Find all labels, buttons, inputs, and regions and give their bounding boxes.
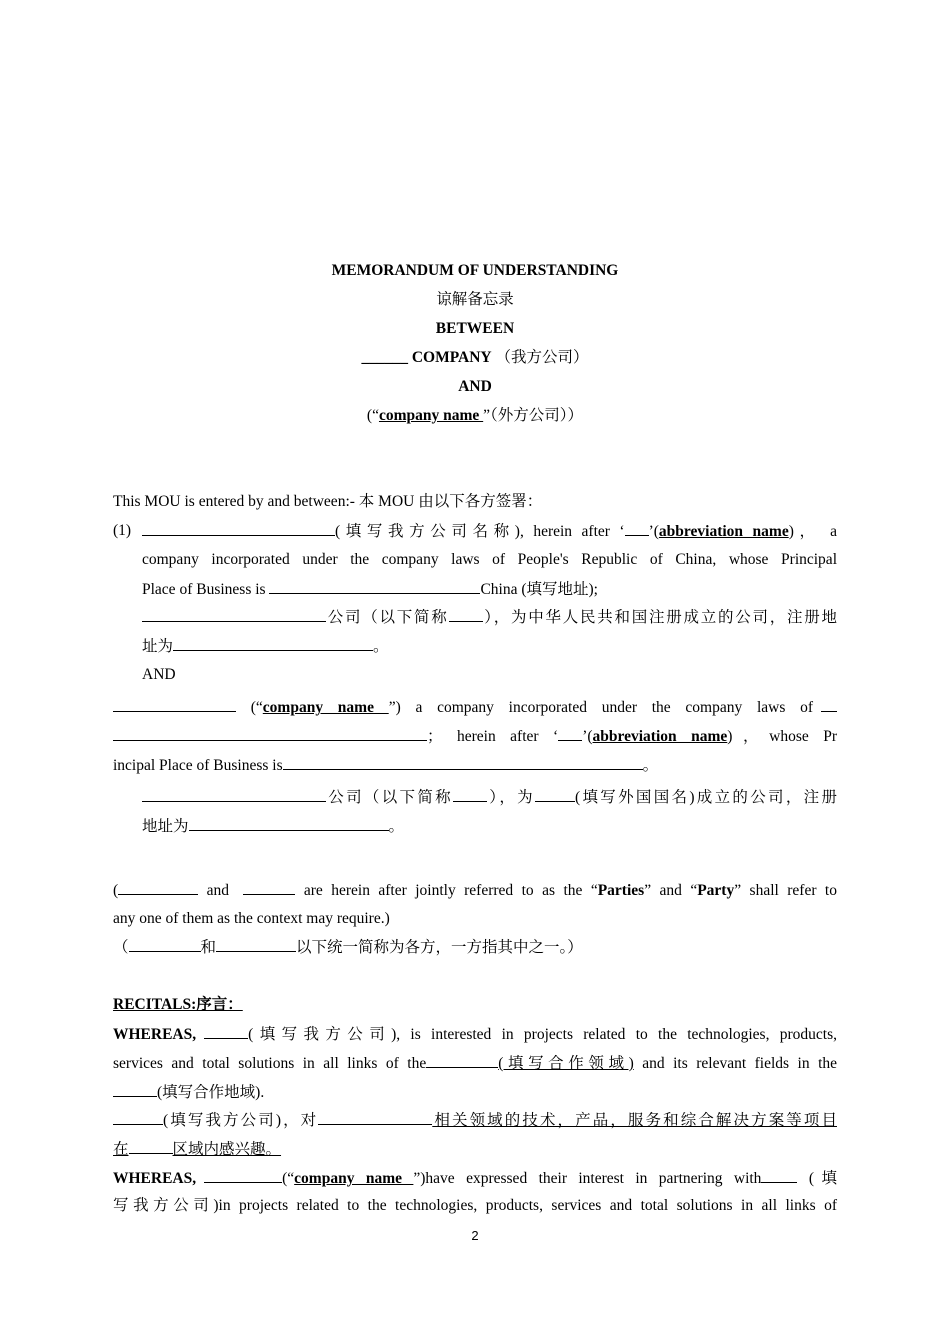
blank-field [318, 1110, 432, 1125]
blank-field [269, 579, 480, 594]
intro-text: This MOU is entered by and between:- 本 MOU 由以下各方签署： [113, 493, 543, 510]
blank-field [113, 697, 236, 712]
parties-line1: ( and are herein after jointly referred to as the “Parties” and “Party” shall refer to [113, 882, 837, 899]
recital-cn-line1: (填写我方公司)，对 相关领域的技术，产品，服务和综合解决方案等项目 [113, 1110, 837, 1131]
blank-field [142, 787, 326, 802]
our-company-cn: （我方公司） [495, 349, 589, 366]
whereas1-line3: (填写合作地域). [113, 1082, 264, 1103]
company-name-label: company name [262, 699, 389, 716]
recitals-heading: RECITALS:序言： [113, 996, 243, 1013]
title-our-company [0, 348, 950, 368]
blank-field [535, 787, 575, 802]
title-foreign-company: (“company name ”（外方公司）） [366, 407, 584, 424]
party2-line2: ； herein after ‘ ’(abbreviation name)，whose Pr [113, 726, 837, 747]
whereas1-line2: services and total solutions in all links of the (填写合作领域) and its relevant fields in the [113, 1055, 838, 1072]
blank-field [426, 1053, 498, 1068]
parties-line3: （ 和 以下统一简称为各方，一方指其中之一。） [113, 939, 583, 956]
blank-field [821, 697, 837, 712]
party1-line2: company incorporated under the company laws of People's Republic of China, whose Principal [142, 551, 837, 568]
party-and: AND [142, 666, 176, 683]
blank-field [113, 726, 427, 741]
blank-field [625, 521, 649, 536]
blank-field [113, 1082, 157, 1097]
blank-field [142, 521, 335, 536]
parties-line2: any one of them as the context may require.) [113, 910, 390, 927]
whereas2-line1: WHEREAS, (“company name ”)have expressed their interest in partnering with (填 [113, 1170, 837, 1187]
whereas2-line2: 写我方公司)in projects related to the technologies, products, services and total solutions in all links of [113, 1197, 837, 1214]
title-between: BETWEEN [435, 320, 515, 337]
party1-line5: 址为 。 [142, 638, 389, 655]
abbreviation-label: abbreviation name [592, 728, 728, 745]
doc-title-cn: 谅解备忘录 [436, 291, 514, 308]
party1-line3: Place of Business is China (填写地址); [142, 581, 598, 598]
company-name-label: company name [294, 1170, 414, 1187]
blank-field [129, 937, 201, 952]
blank-field [204, 1024, 248, 1039]
whereas-label: WHEREAS, [113, 1026, 197, 1043]
whereas-label: WHEREAS, [113, 1170, 197, 1187]
blank-field [189, 816, 389, 831]
party2-line5: 地址为 。 [142, 818, 405, 835]
party1-line4: 公司（以下简称 ），为中华人民共和国注册成立的公司，注册地 [142, 607, 837, 628]
abbreviation-label: abbreviation name [658, 523, 789, 540]
recital-cn-line2: 在 区域内感兴趣。 [113, 1141, 282, 1158]
blank-field [558, 726, 582, 741]
blank-field [204, 1168, 282, 1183]
blank-field [118, 880, 198, 895]
foreign-company-name: company name [378, 407, 484, 424]
page-number: 2 [471, 1228, 479, 1243]
party1-line1: (填写我方公司名称), herein after ‘ ’(abbreviation name)， a [142, 521, 837, 542]
blank-field [129, 1139, 173, 1154]
blank-field [449, 607, 483, 622]
blank-field [243, 880, 295, 895]
party1-number: (1) [113, 522, 132, 539]
party2-line4: 公司（以下简称 ），为 (填写外国国名)成立的公司，注册 [142, 787, 837, 808]
whereas1-line1: WHEREAS, (填写我方公司), is interested in projects related to the technologies, products, [113, 1026, 837, 1043]
blank-field [113, 1110, 163, 1125]
blank-field [283, 755, 643, 770]
doc-title: MEMORANDUM OF UNDERSTANDING [331, 262, 619, 279]
blank-field [453, 787, 487, 802]
blank-field [761, 1168, 797, 1183]
blank-field [173, 636, 373, 651]
blank-field [216, 937, 296, 952]
our-company-label: ______ COMPANY [361, 349, 492, 366]
party2-line3: incipal Place of Business is 。 [113, 757, 659, 774]
blank-field [142, 607, 326, 622]
title-and: AND [458, 378, 492, 395]
party2-line1: (“company name ”) a company incorporated under the company laws of [113, 697, 837, 718]
